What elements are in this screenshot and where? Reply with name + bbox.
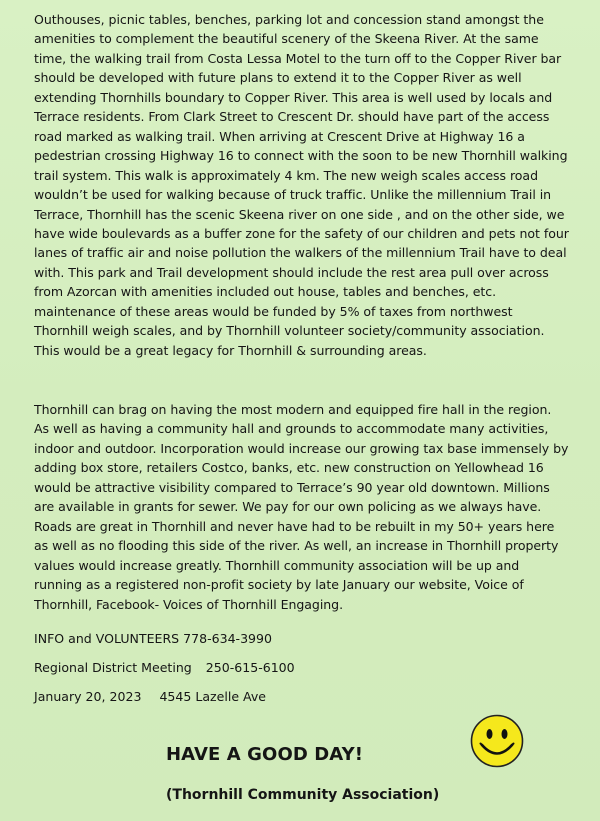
- regional-district-label: Regional District Meeting: [34, 660, 192, 675]
- regional-district-phone: 250-615-6100: [205, 660, 295, 675]
- meeting-address: 4545 Lazelle Ave: [159, 689, 267, 704]
- signature-line: (Thornhill Community Association): [166, 787, 440, 803]
- regional-district-line: [34, 658, 295, 677]
- smiley-face-icon: [470, 714, 524, 768]
- paragraph-trail-amenities: Outhouses, picnic tables, benches, parking lot and concession stand amongst the amenities to complement the beautiful scenery of the Skeena River. At the same time, the walking trail from Costa Lessa Motel to the turn off to the Copper River bar should be developed with future plans to extend it to the Copper River as well extending Thornhills boundary to Copper River. This area is well used by locals and Terrace residents. From Clark Street to Crescent Dr. should have part of the access road marked as walking trail. When arriving at Crescent Drive at Highway 16 a pedestrian crossing Highway 16 to connect with the soon to be new Thornhill walking trail system. This walk is approximately 4 km. The new weigh scales access road wouldn’t be used for walking because of truck traffic. Unlike the millennium Trail in Terrace, Thornhill has the scenic Skeena river on one side , and on the other side, we have wide boulevards as a buffer zone for the safety of our children and pets not four lanes of traffic air and noise pollution the walkers of the millennium Trail have to deal with. This park and Trail development should include the rest area pull over across from Azorcan with amenities included out house, tables and benches, etc. maintenance of these areas would be funded by 5% of taxes from northwest Thornhill weigh scales, and by Thornhill volunteer society/community association. This would be a great legacy for Thornhill & surrounding areas.: [34, 12, 569, 358]
- info-volunteers-line: INFO and VOLUNTEERS 778-634-3990: [34, 631, 273, 646]
- date-address-line: [34, 687, 266, 706]
- paragraph-incorporation-benefits: Thornhill can brag on having the most modern and equipped fire hall in the region. As well as having a community hall and grounds to accommodate many activities, indoor and outdoor. Incorporation would increase our growing tax base immensely by adding box store, retailers Costco, banks, etc. new construction on Yellowhead 16 would be attractive visibility compared to Terrace’s 90 year old downtown. Millions are available in grants for sewer. We pay for our own policing as we always have. Roads are great in Thornhill and never have had to be rebuilt in my 50+ years here as well as no flooding this side of the river. As well, an increase in Thornhill property values would increase greatly. Thornhill community association will be up and running as a registered non-profit society by late January our website, Voice of Thornhill, Facebook- Voices of Thornhill Engaging.: [34, 402, 569, 612]
- document-date: January 20, 2023: [34, 689, 142, 704]
- greeting-heading: HAVE A GOOD DAY!: [166, 744, 364, 765]
